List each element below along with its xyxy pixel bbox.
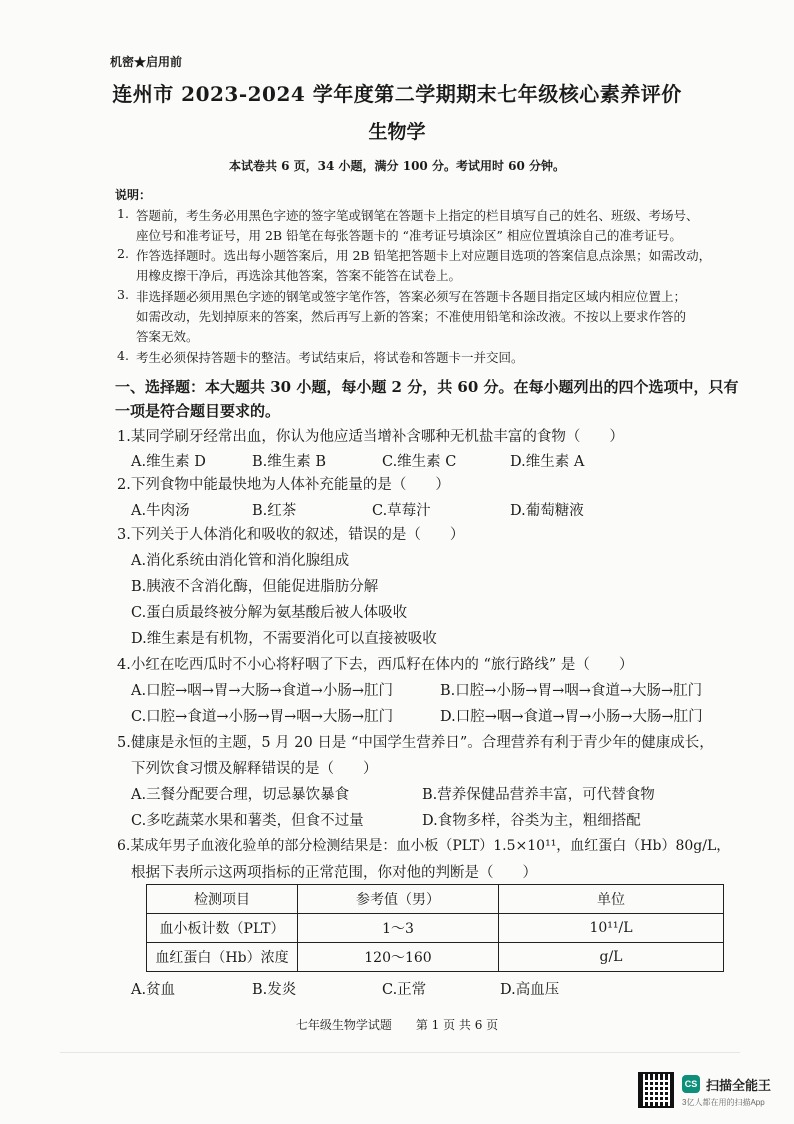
note-line: 座位号和准考证号，用 2B 铅笔在每张答题卡的 “准考证号填涂区” 相应位置填涂自己的准考证号。	[136, 228, 682, 243]
question-5-stem-line2: 下列饮食习惯及解释错误的是（ ）	[131, 761, 378, 777]
question-6-stem-line2: 根据下表所示这两项指标的正常范围，你对他的判断是（ ）	[131, 865, 537, 881]
question-4-option-b: B.口腔→小肠→胃→咽→食道→大肠→肛门	[440, 683, 703, 699]
table-cell: 1～3	[298, 914, 499, 943]
table-cell: g/L	[499, 943, 724, 972]
scanner-app-name: 扫描全能王	[706, 1078, 772, 1093]
note-number: 2.	[117, 246, 129, 261]
note-line: 答案无效。	[136, 329, 199, 344]
note-line: 如需改动，先划掉原来的答案，然后再写上新的答案；不准使用铅笔和涂改液。不按以上要求作答的	[136, 309, 687, 324]
question-4-option-c: C.口腔→食道→小肠→胃→咽→大肠→肛门	[131, 709, 394, 725]
question-3-option-c: C.蛋白质最终被分解为氨基酸后被人体吸收	[131, 605, 408, 621]
note-line: 答题前，考生务必用黑色字迹的签字笔或钢笔在答题卡上指定的栏目填写自己的姓名、班级、考场号、	[136, 208, 699, 223]
table-header-cell: 参考值（男）	[298, 885, 499, 914]
confidential-label: 机密★启用前	[110, 55, 183, 69]
scanner-app-tagline: 3亿人都在用的扫描App	[682, 1098, 765, 1107]
question-3-option-b: B.胰液不含消化酶，但能促进脂肪分解	[131, 579, 379, 595]
exam-title: 连州市 2023-2024 学年度第二学期期末七年级核心素养评价	[112, 82, 682, 106]
question-2-option-d: D.葡萄糖液	[510, 503, 584, 519]
table-header-row	[147, 885, 724, 914]
question-1-option-a: A.维生素 D	[131, 454, 206, 470]
footer-divider	[60, 1052, 740, 1053]
page-footer: 七年级生物学试题 第 1 页 共 6 页	[295, 1018, 499, 1032]
question-1-option-b: B.维生素 B	[252, 454, 327, 470]
section-heading-line2: 一项是符合题目要求的。	[115, 402, 281, 420]
question-4-option-a: A.口腔→咽→胃→大肠→食道→小肠→肛门	[131, 683, 393, 699]
exam-info: 本试卷共 6 页，34 小题，满分 100 分。考试用时 60 分钟。	[228, 159, 566, 173]
question-1-option-d: D.维生素 A	[510, 454, 585, 470]
question-5-option-b: B.营养保健品营养丰富，可代替食物	[422, 787, 655, 803]
question-2-stem: 2.下列食物中能最快地为人体补充能量的是（ ）	[117, 477, 450, 493]
question-5-option-a: A.三餐分配要合理，切忌暴饮暴食	[131, 787, 350, 803]
question-5-option-d: D.食物多样，谷类为主，粗细搭配	[422, 813, 641, 829]
reference-table	[146, 884, 724, 972]
question-4-stem: 4.小红在吃西瓜时不小心将籽咽了下去，西瓜籽在体内的 “旅行路线” 是（ ）	[117, 657, 634, 673]
table-cell: 血红蛋白（Hb）浓度	[147, 943, 298, 972]
question-1-option-c: C.维生素 C	[382, 454, 457, 470]
question-1-stem: 1.某同学刷牙经常出血，你认为他应适当增补含哪种无机盐丰富的食物（ ）	[117, 429, 624, 445]
section-heading-line1: 一、选择题：本大题共 30 小题，每小题 2 分，共 60 分。在每小题列出的四个选项中，只有	[115, 378, 739, 396]
question-3-option-d: D.维生素是有机物，不需要消化可以直接被吸收	[131, 631, 437, 647]
note-line: 作答选择题时。选出每小题答案后，用 2B 铅笔把答题卡上对应题目选项的答案信息点涂黑；如需改动，	[136, 248, 712, 263]
question-6-option-d: D.高血压	[500, 982, 560, 998]
table-header-cell: 检测项目	[147, 885, 298, 914]
note-number: 3.	[117, 287, 129, 302]
question-4-option-d: D.口腔→咽→食道→胃→小肠→大肠→肛门	[440, 709, 703, 725]
subject-title: 生物学	[368, 121, 426, 143]
question-2-option-a: A.牛肉汤	[131, 503, 190, 519]
table-row	[147, 943, 724, 972]
question-2-option-c: C.草莓汁	[372, 503, 431, 519]
question-3-option-a: A.消化系统由消化管和消化腺组成	[131, 553, 350, 569]
note-line: 用橡皮擦干净后，再选涂其他答案，答案不能答在试卷上。	[136, 268, 462, 283]
scanner-logo-icon: CS	[682, 1075, 700, 1093]
note-number: 1.	[117, 206, 129, 221]
note-number: 4.	[117, 348, 129, 363]
question-2-option-b: B.红茶	[252, 503, 297, 519]
notes-heading: 说明：	[115, 188, 152, 202]
table-row	[147, 914, 724, 943]
question-5-stem-line1: 5.健康是永恒的主题，5 月 20 日是 “中国学生营养日”。合理营养有利于青少年的健康成长，	[117, 735, 714, 751]
question-5-option-c: C.多吃蔬菜水果和薯类，但食不过量	[131, 813, 364, 829]
table-header-cell: 单位	[499, 885, 724, 914]
table-cell: 血小板计数（PLT）	[147, 914, 298, 943]
question-6-option-c: C.正常	[382, 982, 427, 998]
table-cell: 120～160	[298, 943, 499, 972]
question-6-stem-line1: 6.某成年男子血液化验单的部分检测结果是：血小板（PLT）1.5×10¹¹，血红蛋白（Hb）80g/L，	[117, 838, 731, 854]
note-line: 考生必须保持答题卡的整洁。考试结束后，将试卷和答题卡一并交回。	[136, 350, 524, 365]
question-6-option-b: B.发炎	[252, 982, 297, 998]
table-cell: 10¹¹/L	[499, 914, 724, 943]
question-6-option-a: A.贫血	[131, 982, 176, 998]
question-3-stem: 3.下列关于人体消化和吸收的叙述，错误的是（ ）	[117, 527, 465, 543]
qr-code-icon	[638, 1072, 674, 1108]
note-line: 非选择题必须用黑色字迹的钢笔或签字笔作答，答案必须写在答题卡各题目指定区域内相应位置上；	[136, 289, 687, 304]
